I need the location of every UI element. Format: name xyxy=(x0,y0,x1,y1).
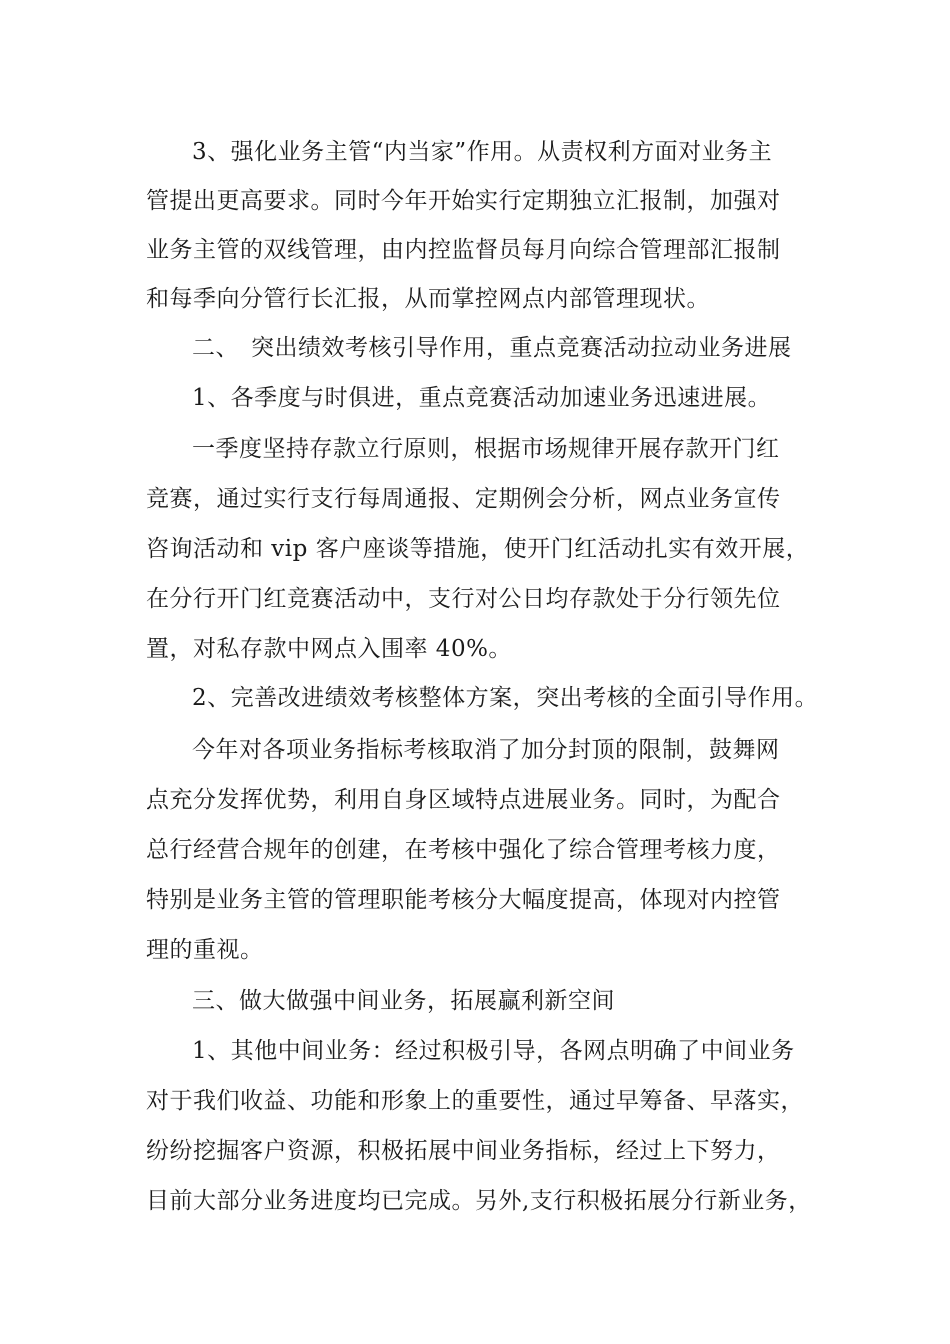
text-line: 1、其他中间业务：经过积极引导，各网点明确了中间业务 xyxy=(192,1038,795,1064)
text-line: 目前大部分业务进度均已完成。另外,支行积极拓展分行新业务， xyxy=(146,1188,812,1214)
text-line: 在分行开门红竞赛活动中，支行对公日均存款处于分行领先位 xyxy=(146,586,781,612)
text-line: 3、强化业务主管“内当家”作用。从责权利方面对业务主 xyxy=(192,139,773,165)
text-line: 业务主管的双线管理，由内控监督员每月向综合管理部汇报制 xyxy=(146,237,781,263)
section-heading: 二、 突出绩效考核引导作用，重点竞赛活动拉动业务进展 xyxy=(192,335,792,361)
text-line: 一季度坚持存款立行原则，根据市场规律开展存款开门红 xyxy=(192,436,780,462)
text-line: 理的重视。 xyxy=(146,937,264,963)
text-line: 置，对私存款中网点入围率 40%。 xyxy=(146,636,512,662)
subsection-heading: 1、各季度与时俱进，重点竞赛活动加速业务迅速进展。 xyxy=(192,385,772,411)
text-line: 总行经营合规年的创建，在考核中强化了综合管理考核力度， xyxy=(146,837,781,863)
text-line: 今年对各项业务指标考核取消了加分封顶的限制，鼓舞网 xyxy=(192,737,780,763)
text-line: 特别是业务主管的管理职能考核分大幅度提高，体现对内控管 xyxy=(146,887,781,913)
text-line: 和每季向分管行长汇报，从而掌控网点内部管理现状。 xyxy=(146,286,710,312)
section-heading: 三、做大做强中间业务，拓展赢利新空间 xyxy=(192,988,615,1014)
text-line: 点充分发挥优势，利用自身区域特点进展业务。同时，为配合 xyxy=(146,787,781,813)
text-line: 管提出更高要求。同时今年开始实行定期独立汇报制，加强对 xyxy=(146,188,781,214)
text-line: 纷纷挖掘客户资源，积极拓展中间业务指标，经过上下努力， xyxy=(146,1138,781,1164)
text-line: 对于我们收益、功能和形象上的重要性，通过早筹备、早落实， xyxy=(146,1088,804,1114)
text-line: 竞赛，通过实行支行每周通报、定期例会分析，网点业务宣传 xyxy=(146,486,781,512)
subsection-heading: 2、完善改进绩效考核整体方案，突出考核的全面引导作用。 xyxy=(192,685,819,711)
text-line: 咨询活动和 vip 客户座谈等措施，使开门红活动扎实有效开展， xyxy=(146,536,810,562)
